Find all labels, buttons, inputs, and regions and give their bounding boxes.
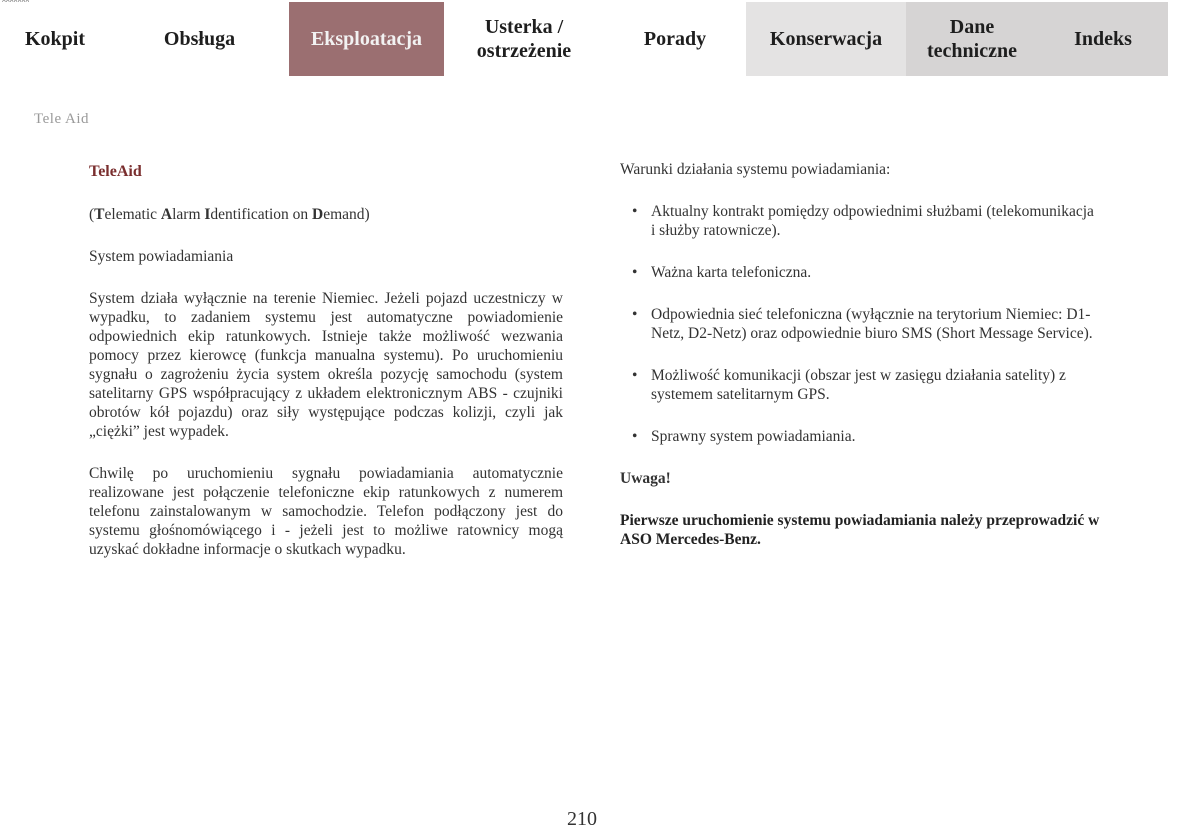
left-column	[89, 160, 563, 582]
section-heading: TeleAid	[89, 163, 142, 180]
expansion-alarm-rest: larm	[172, 206, 205, 223]
list-item: • Ważna karta telefoniczna.	[620, 263, 1100, 282]
chapter-navigation	[0, 2, 1200, 76]
paragraph-system-description: System działa wyłącznie na terenie Niemiec. Jeżeli pojazd uczestniczy w wypadku, to zadaniem systemu jest automatyczne powiadomienie odpowiednich ekip ratunkowych. Istnieje także możliwość wezwania pomocy przez kierowcę (funkcja manualna systemu). Po uruchomieniu sygnału o zagrożeniu życia system określa pozycję samochodu (system satelitarny GPS współpracujący z układem elektronicznym ABS - czujniki obrotów kół pojazdu) oraz siły występujące podczas kolizji, czyli jak „ciężki” jest wypadek.	[89, 290, 563, 440]
tab-indeks[interactable]: Indeks	[1038, 2, 1168, 76]
expansion-t-initial: T	[94, 206, 105, 223]
warning-title: Uwaga!	[620, 470, 671, 487]
list-item: • Możliwość komunikacji (obszar jest w zasięgu działania satelity) z systemem satelitarnym GPS.	[620, 366, 1100, 404]
tab-dane-techniczne[interactable]: Dane techniczne	[906, 2, 1038, 76]
expansion-a-initial: A	[160, 206, 173, 223]
expansion-demand-rest: emand)	[323, 206, 370, 223]
list-item: • Odpowiednia sieć telefoniczna (wyłącznie na terytorium Niemiec: D1-Netz, D2-Netz) oraz odpowiednie biuro SMS (Short Message Service).	[620, 305, 1100, 343]
paragraph-connection: Chwilę po uruchomieniu sygnału powiadamiania automatycznie realizowane jest połączenie telefoniczne ekip ratunkowych z numerem telefonu zainstalowanym w samochodzie. Telefon podłączony jest do systemu głośnomówiącego i - jeżeli jest to możliwe ratownicy mogą uzyskać dokładne informacje o skutkach wypadku.	[89, 465, 563, 558]
expansion-telematic-rest: elematic	[104, 206, 161, 223]
page-number: 210	[567, 808, 597, 830]
tab-eksploatacja[interactable]: Eksploatacja	[289, 2, 444, 76]
list-item: • Aktualny kontrakt pomiędzy odpowiednimi służbami (telekomunikacja i służby ratownicze).	[620, 202, 1100, 240]
expansion-identification-rest: dentification on	[210, 206, 313, 223]
tab-konserwacja[interactable]: Konserwacja	[746, 2, 906, 76]
subheading: System powiadamiania	[89, 248, 234, 265]
warning-text: Pierwsze uruchomienie systemu powiadamiania należy przeprowadzić w ASO Mercedes-Benz.	[620, 512, 1100, 548]
tab-usterka-ostrzezenie[interactable]: Usterka / ostrzeżenie	[444, 2, 604, 76]
acronym-expansion	[89, 205, 563, 224]
expansion-i-initial: I	[204, 206, 211, 223]
tab-kokpit[interactable]: Kokpit	[0, 2, 110, 76]
tab-obsluga[interactable]: Obsługa	[110, 2, 289, 76]
conditions-list	[620, 202, 1100, 446]
tab-porady[interactable]: Porady	[604, 2, 746, 76]
conditions-intro: Warunki działania systemu powiadamiania:	[620, 161, 891, 178]
list-item: • Sprawny system powiadamiania.	[620, 427, 1100, 446]
expansion-d-initial: D	[312, 206, 324, 223]
right-column	[620, 160, 1100, 549]
section-label: Tele Aid	[34, 111, 90, 127]
expansion-open-paren: (	[89, 206, 95, 223]
